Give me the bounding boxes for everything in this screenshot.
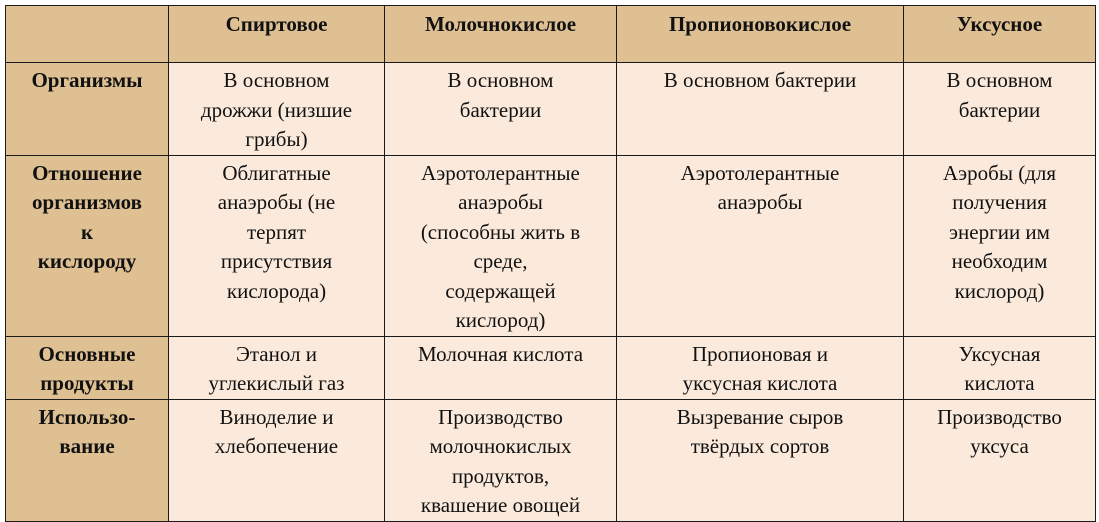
cell-text-line: Уксусная: [958, 341, 1041, 366]
cell-text-line: Аэробы (для: [942, 160, 1057, 185]
header-row: [6, 6, 1096, 63]
column-header-alcoholic: Спиртовое: [169, 6, 385, 63]
cell-text-line: уксуса: [970, 434, 1029, 458]
fermentation-comparison-table: [5, 5, 1096, 522]
cell-text-line: энергии им: [949, 219, 1050, 244]
table-row-main-products: [6, 336, 1096, 399]
cell-text-line: анаэробы (не: [217, 190, 336, 214]
row-header: [6, 399, 169, 521]
cell-text-line: кислота: [964, 371, 1035, 395]
cell-text-line: Аэротолерантные: [680, 160, 840, 185]
cell-text-line: молочнокислых: [429, 434, 572, 458]
table-cell: [169, 63, 385, 156]
table-cell: [617, 155, 904, 336]
cell-text-line: В основном бактерии: [663, 68, 857, 92]
row-header-line: к: [80, 219, 94, 244]
cell-text-line: бактерии: [459, 97, 542, 122]
cell-text-line: дрожжи (низшие: [200, 97, 353, 122]
cell-text-line: уксусная кислота: [682, 371, 838, 395]
row-header-line: Основные: [38, 341, 136, 366]
table-cell: [904, 336, 1096, 399]
table-cell: [617, 399, 904, 521]
cell-text-line: терпят: [246, 219, 307, 244]
table-cell: [904, 399, 1096, 521]
cell-text-line: содержащей: [445, 278, 556, 303]
cell-text-line: В основном: [447, 68, 554, 92]
cell-text-line: грибы): [245, 127, 308, 151]
cell-text-line: Производство: [937, 404, 1062, 429]
cell-text-line: хлебопечение: [214, 434, 339, 458]
row-header-line: Отношение: [32, 160, 142, 185]
cell-text-line: кислорода): [226, 278, 327, 303]
cell-text-line: продуктов,: [451, 463, 550, 488]
cell-text-line: углекислый газ: [208, 371, 345, 395]
cell-text-line: Облигатные: [222, 160, 331, 185]
row-header-line: Организмы: [31, 68, 143, 92]
cell-text-line: кислород): [455, 308, 546, 332]
row-header-line: продукты: [40, 371, 134, 395]
table-cell: [385, 63, 617, 156]
table-row-usage: [6, 399, 1096, 521]
cell-text-line: бактерии: [958, 97, 1041, 122]
cell-text-line: В основном: [223, 68, 330, 92]
cell-text-line: Производство: [438, 404, 563, 429]
cell-text-line: кислород): [954, 278, 1045, 303]
table-cell: [385, 336, 617, 399]
table-cell: [617, 336, 904, 399]
cell-text-line: В основном: [946, 68, 1053, 92]
table-cell: [385, 155, 617, 336]
row-header-line: Использо-: [38, 404, 136, 429]
table-cell: [904, 155, 1096, 336]
cell-text-line: Аэротолерантные: [421, 160, 580, 185]
table-cell: [169, 155, 385, 336]
cell-text-line: Пропионовая и: [692, 341, 828, 366]
cell-text-line: Виноделие и: [219, 404, 334, 429]
table-cell: [904, 63, 1096, 156]
cell-text-line: Этанол и: [235, 341, 318, 366]
table-cell: [169, 336, 385, 399]
cell-text-line: анаэробы: [717, 190, 803, 214]
row-header-line: кислороду: [37, 249, 137, 273]
row-header: [6, 155, 169, 336]
row-header: [6, 336, 169, 399]
column-header-lactic: Молочнокислое: [385, 6, 617, 63]
cell-text-line: твёрдых сортов: [690, 434, 830, 458]
cell-text-line: получения: [952, 190, 1047, 214]
cell-text-line: Молочная кислота: [417, 341, 584, 366]
cell-text-line: присутствия: [220, 249, 333, 273]
row-header: [6, 63, 169, 156]
cell-text-line: необходим: [951, 249, 1048, 273]
table-cell: [617, 63, 904, 156]
cell-text-line: среде,: [473, 249, 528, 273]
column-header-acetic: Уксусное: [904, 6, 1096, 63]
corner-cell: [6, 6, 169, 63]
column-header-propionic: Пропионовокислое: [617, 6, 904, 63]
cell-text-line: (способны жить в: [420, 219, 581, 244]
table-cell: [169, 399, 385, 521]
cell-text-line: квашение овощей: [420, 493, 581, 517]
table-row-oxygen-relation: [6, 155, 1096, 336]
cell-text-line: анаэробы: [458, 190, 543, 214]
cell-text-line: Вызревание сыров: [676, 404, 844, 429]
table-row-organisms: [6, 63, 1096, 156]
row-header-line: вание: [59, 434, 115, 458]
row-header-line: организмов: [32, 190, 142, 214]
table-cell: [385, 399, 617, 521]
